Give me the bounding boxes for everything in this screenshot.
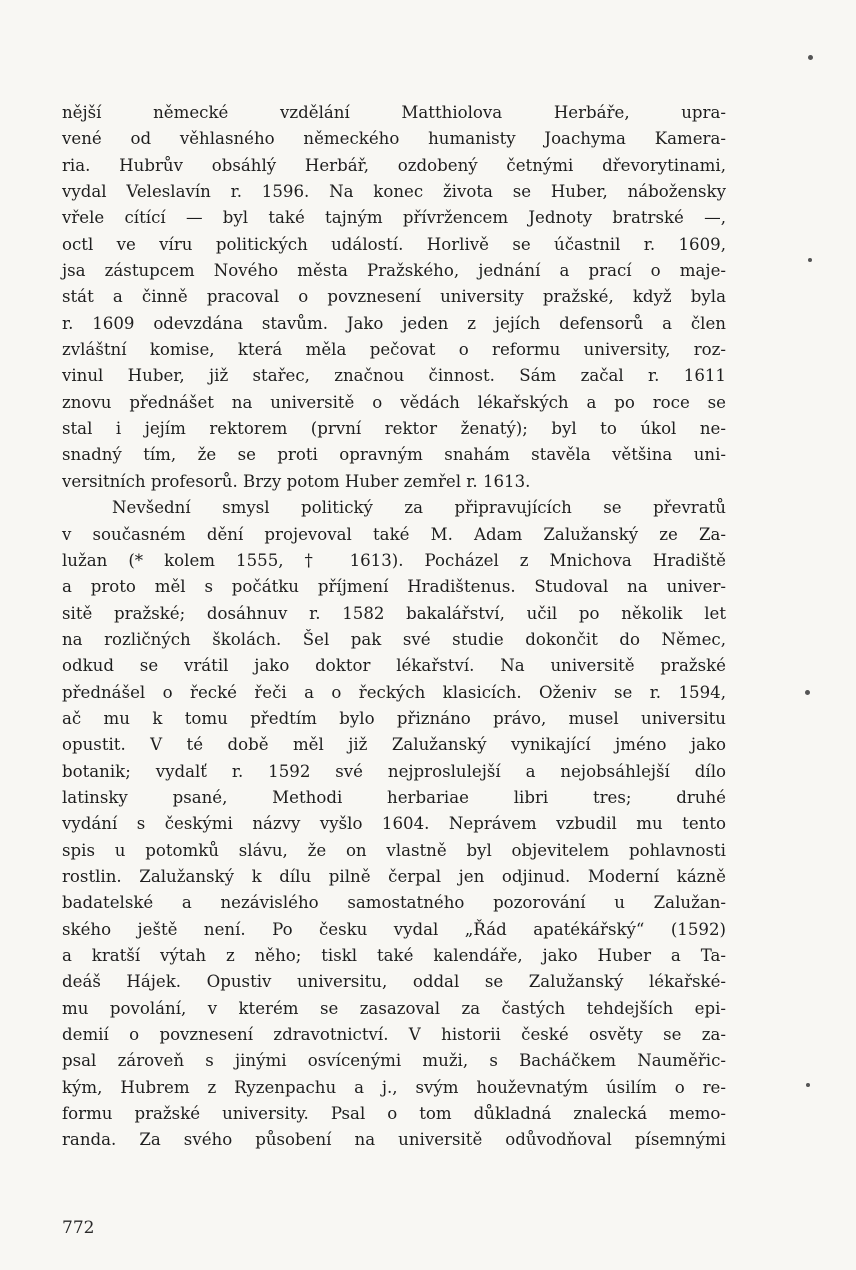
paragraph-start-line: Nevšední smysl politický za připravujících se převratů [112,498,726,518]
text-line: vené od věhlasného německého humanisty Joachyma Kamera- [62,129,726,149]
text-line: mu povolání, v kterém se zasazoval za častých tehdejších epi- [62,998,726,1018]
text-line: odkud se vrátil jako doktor lékařství. Na universitě pražské [62,656,726,676]
text-line: psal zároveň s jinými osvícenými muži, s Bacháčkem Nauměřic- [62,1051,726,1071]
text-line: opustit. V té době měl již Zalužanský vynikající jméno jako [62,735,726,755]
text-line: a proto měl s počátku příjmení Hradištenus. Studoval na univer- [62,577,726,597]
text-line: spis u potomků slávu, že on vlastně byl objevitelem pohlavnosti [62,840,726,860]
text-line: přednášel o řecké řeči a o řeckých klasicích. Oženiv se r. 1594, [62,682,726,702]
text-line: octl ve víru politických událostí. Horlivě se účastnil r. 1609, [62,234,726,254]
text-line: randa. Za svého působení na universitě odůvodňoval písemnými [62,1130,726,1150]
margin-dot-mark [808,258,812,262]
text-line: formu pražské university. Psal o tom důkladná znalecká memo- [62,1104,726,1124]
paragraph-end-line: versitních profesorů. Brzy potom Huber zemřel r. 1613. [62,471,531,491]
text-line: nější německé vzdělání Matthiolova Herbáře, upra- [62,103,726,122]
text-line: ria. Hubrův obsáhlý Herbář, ozdobený četnými dřevorytinami, [62,155,726,175]
text-line: kým, Hubrem z Ryzenpachu a j., svým houževnatým úsilím o re- [62,1077,726,1097]
margin-dot-mark [805,690,810,695]
text-line: v současném dění projevoval také M. Adam Zalužanský ze Za- [62,524,726,544]
page-number: 772 [62,1218,95,1238]
text-line: demií o povznesení zdravotnictví. V historii české osvěty se za- [62,1025,726,1045]
margin-dot-mark [808,55,813,60]
text-line: na rozličných školách. Šel pak své studie dokončit do Němec, [62,629,726,649]
text-line: vinul Huber, již stařec, značnou činnost. Sám začal r. 1611 [62,366,726,386]
margin-dot-mark [806,1083,810,1087]
text-line: jsa zástupcem Nového města Pražského, jednání a prací o maje- [62,261,726,281]
text-line: zvláštní komise, která měla pečovat o reformu university, roz- [62,340,726,360]
text-line: rostlin. Zalužanský k dílu pilně čerpal jen odjinud. Moderní kázně [62,866,726,886]
text-line: botanik; vydalť r. 1592 své nejproslulejší a nejobsáhlejší dílo [62,761,726,781]
text-line: ač mu k tomu předtím bylo přiznáno právo, musel universitu [62,708,726,728]
text-line: r. 1609 odevzdána stavům. Jako jeden z jejích defensorů a člen [62,313,726,333]
text-line: stal i jejím rektorem (první rektor ženatý); byl to úkol ne- [62,419,726,439]
text-line: sitě pražské; dosáhnuv r. 1582 bakalářství, učil po několik let [62,603,726,623]
text-line: ského ještě není. Po česku vydal „Řád apatékářský“ (1592) [62,919,726,939]
body-text [62,100,726,1154]
text-line: stát a činně pracoval o povznesení university pražské, když byla [62,287,726,307]
text-line: snadný tím, že se proti opravným snahám stavěla většina uni- [62,445,726,465]
text-line: a kratší výtah z něho; tiskl také kalendáře, jako Huber a Ta- [62,946,726,965]
text-line: vydání s českými názvy vyšlo 1604. Neprávem vzbudil mu tento [62,814,726,834]
text-line: znovu přednášet na universitě o vědách lékařských a po roce se [62,392,726,412]
text-line: vydal Veleslavín r. 1596. Na konec života se Huber, nábožensky [62,182,726,202]
text-line: latinsky psané, Methodi herbariae libri tres; druhé [62,787,726,807]
text-line: lužan (* kolem 1555, † 1613). Pocházel z Mnichova Hradiště [62,550,726,570]
text-line: vřele cítící — byl také tajným přívržencem Jednoty bratrské —, [62,208,726,228]
text-line: deáš Hájek. Opustiv universitu, oddal se Zalužanský lékařské- [62,972,726,992]
text-line: badatelské a nezávislého samostatného pozorování u Zalužan- [62,893,726,913]
